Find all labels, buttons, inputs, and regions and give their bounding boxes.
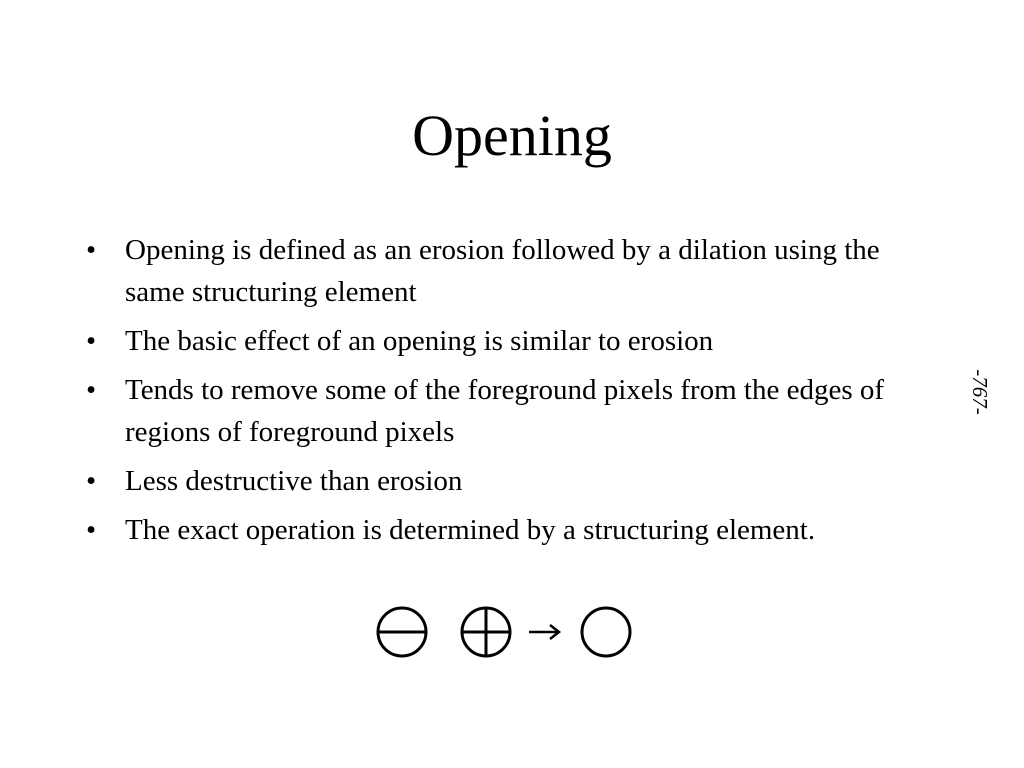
bullet-item [84,229,944,313]
page-number: -767- [968,369,992,415]
bullet-text: The basic effect of an opening is similar to erosion [125,325,714,357]
bullet-marker: • [86,325,97,357]
opening-circle-icon [582,608,630,656]
bullet-marker: • [86,465,97,497]
erosion-symbol-icon [378,608,426,656]
bullet-text: Less destructive than erosion [125,465,463,497]
dilation-symbol-icon [462,608,510,656]
bullet-marker: • [86,374,97,406]
bullet-item [84,320,944,362]
slide-title: Opening [412,103,612,168]
right-arrow-icon [529,625,559,639]
bullet-list [84,229,944,558]
bullet-item [84,460,944,502]
bullet-item [84,509,944,551]
bullet-text: Opening is defined as an erosion followed by a dilation using the same structuring element [125,234,880,308]
bullet-marker: • [86,234,97,266]
morphology-symbols [370,600,640,664]
bullet-item [84,369,944,453]
bullet-text: The exact operation is determined by a structuring element. [125,514,816,546]
bullet-text: Tends to remove some of the foreground pixels from the edges of regions of foreground pixels [125,374,885,448]
bullet-marker: • [86,514,97,546]
